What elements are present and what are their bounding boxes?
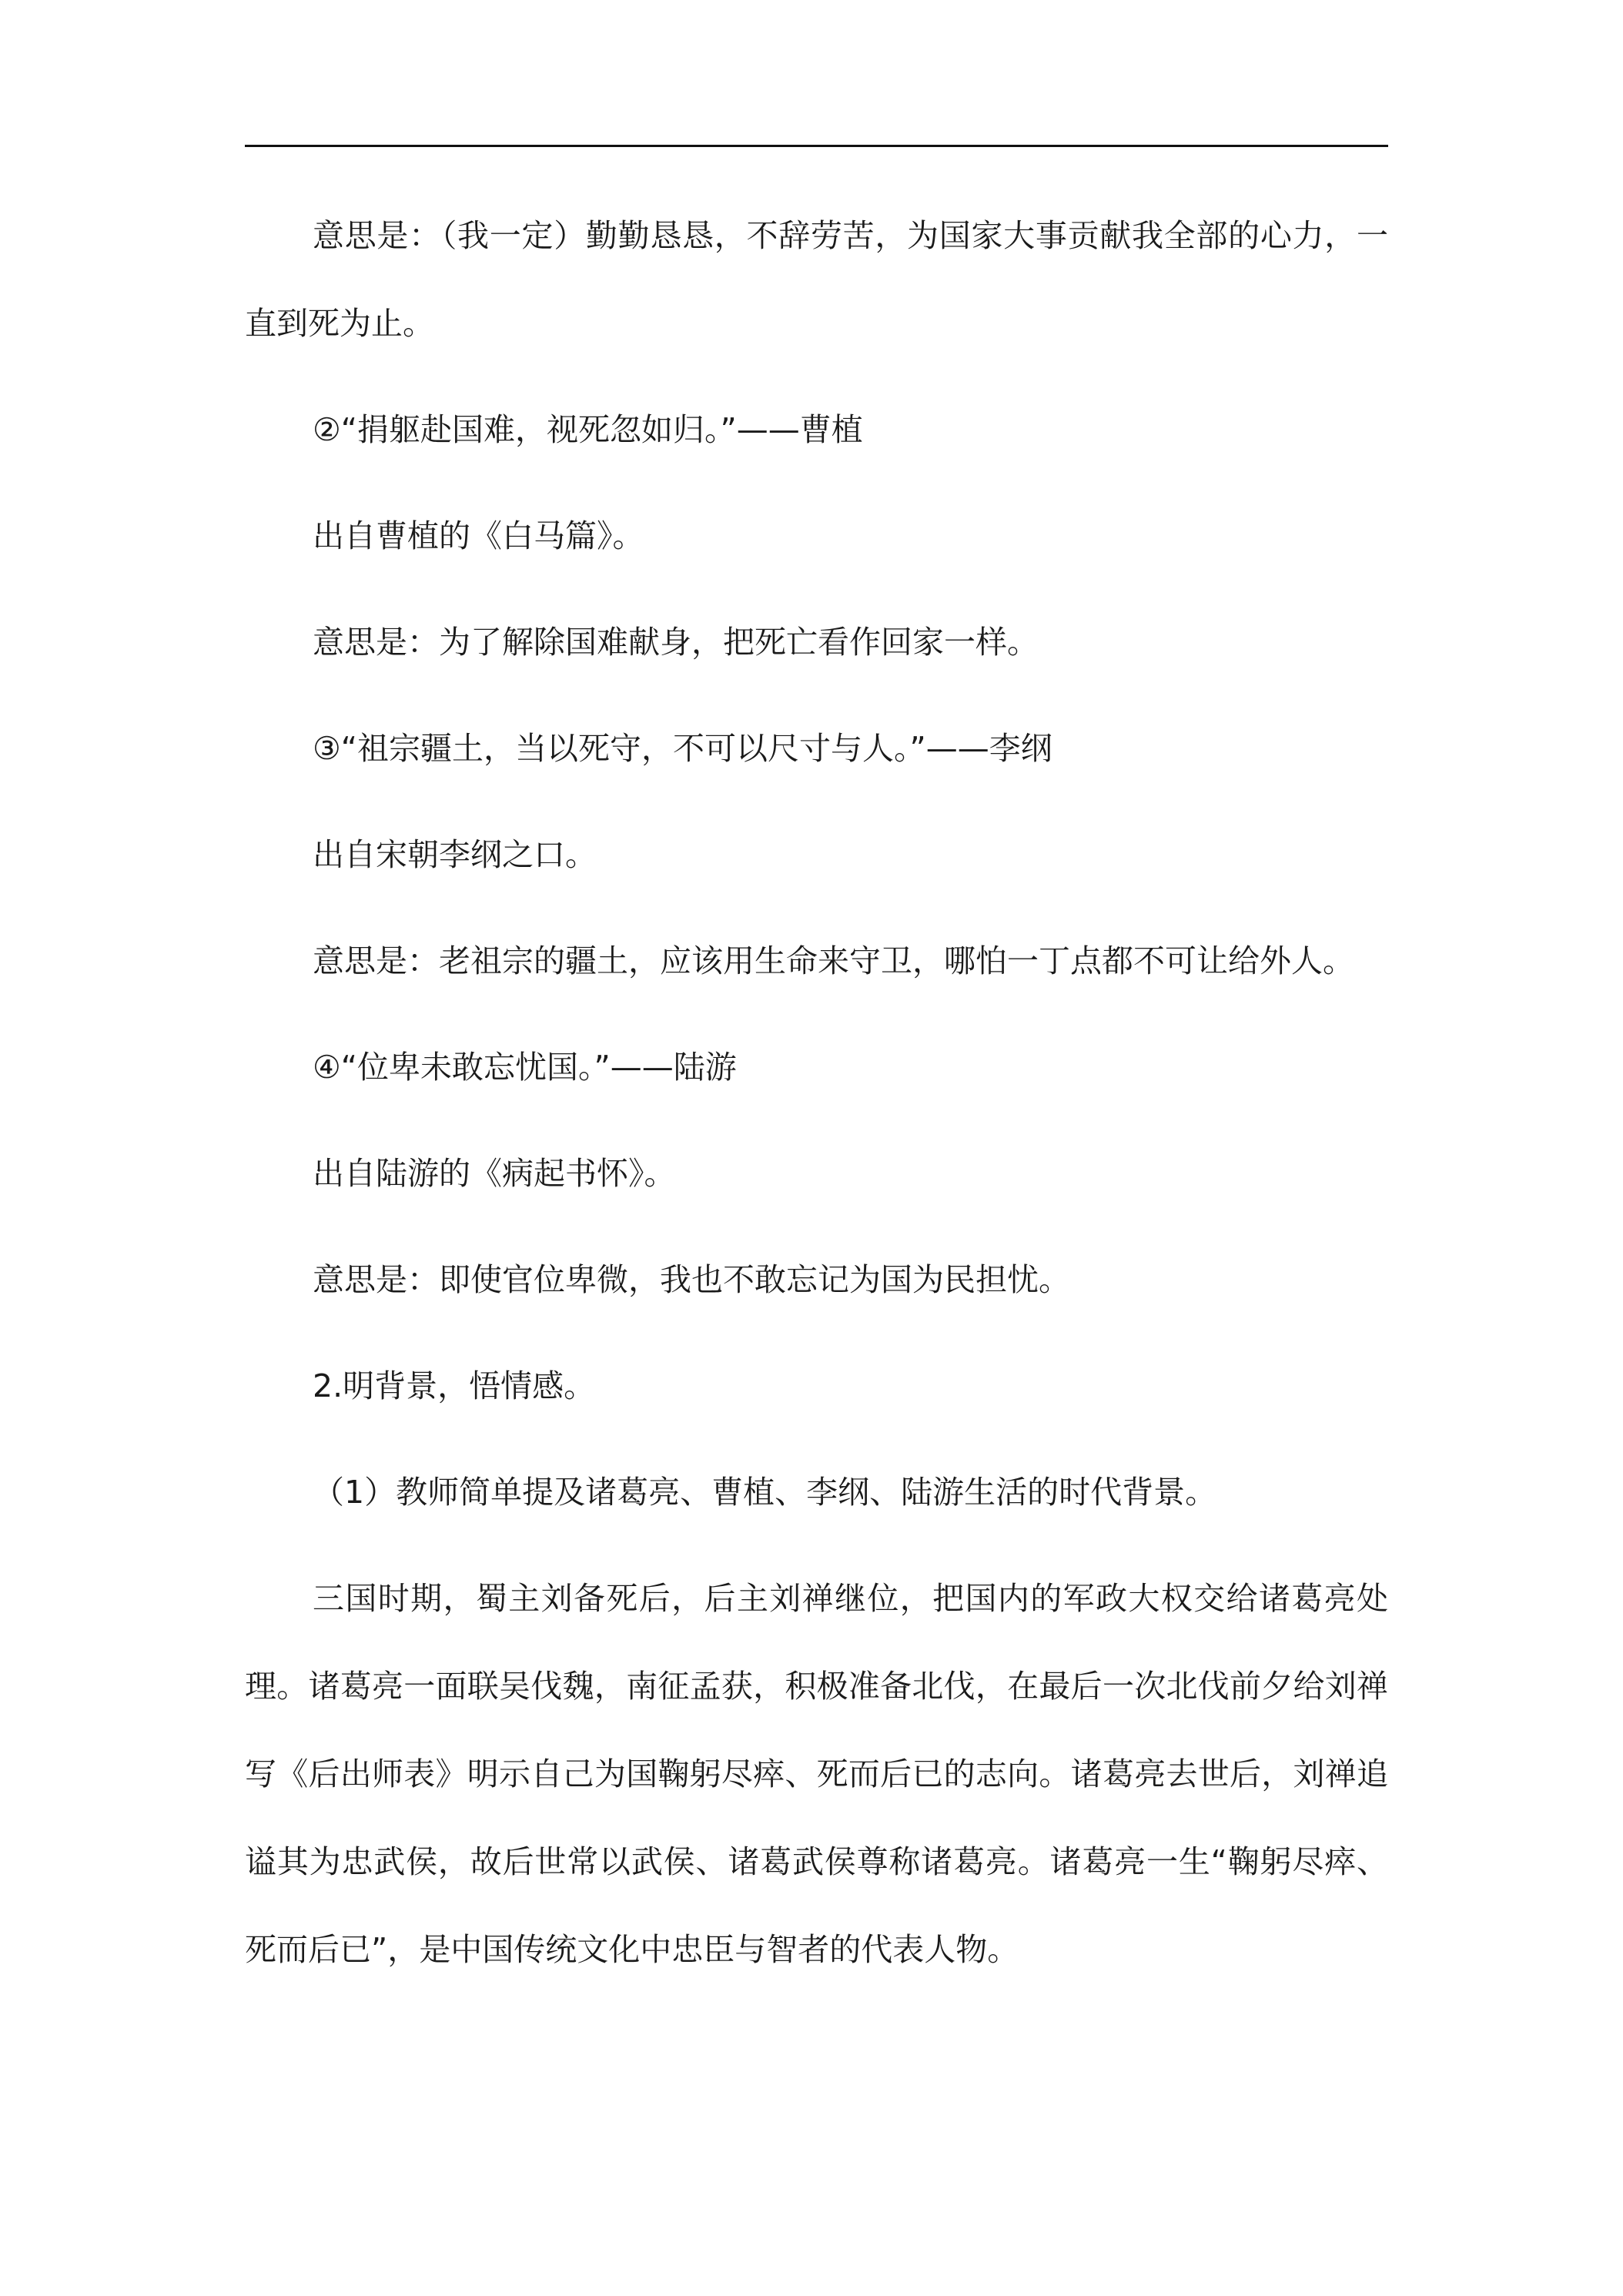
quote-luyou: ④“位卑未敢忘忧国。”——陆游 <box>313 1049 737 1086</box>
section-heading: 2.明背景，悟情感。 <box>313 1367 596 1404</box>
paragraph-meaning-4: 意思是：即使官位卑微，我也不敢忘记为国为民担忧。 <box>313 1261 1070 1298</box>
paragraph-background: 三国时期，蜀主刘备死后，后主刘禅继位，把国内的军政大权交给诸葛亮处理。诸葛亮一面联吴伐魏，南征孟获，积极准备北伐，在最后一次北伐前夕给刘禅写《后出师表》明示自己为国鞠躬尽瘁、死而后已的志向。诸葛亮去世后，刘禅追谥其为忠武侯，故后世常以武侯、诸葛武侯尊称诸葛亮。诸葛亮一生“鞠躬尽瘁、死而后已”，是中国传统文化中忠臣与智者的代表人物。 <box>245 1580 1388 1968</box>
body-text <box>245 213 1388 1993</box>
paragraph-meaning-3: 意思是：老祖宗的疆土，应该用生命来守卫，哪怕一丁点都不可让给外人。 <box>313 942 1354 979</box>
quote-caozhi: ②“捐躯赴国难，视死忽如归。”——曹植 <box>313 411 863 448</box>
header-rule <box>245 145 1388 147</box>
source-luyou: 出自陆游的《病起书怀》。 <box>313 1155 676 1192</box>
paragraph-meaning-1: 意思是：（我一定）勤勤恳恳，不辞劳苦，为国家大事贡献我全部的心力，一直到死为止。 <box>245 217 1388 342</box>
quote-ligang: ③“祖宗疆土，当以死守，不可以尺寸与人。”——李纲 <box>313 730 1052 767</box>
paragraph-meaning-2: 意思是：为了解除国难献身，把死亡看作回家一样。 <box>313 624 1039 661</box>
source-ligang: 出自宋朝李纲之口。 <box>313 836 597 873</box>
sub-heading: （1）教师简单提及诸葛亮、曹植、李纲、陆游生活的时代背景。 <box>313 1474 1217 1511</box>
source-caozhi: 出自曹植的《白马篇》。 <box>313 517 644 554</box>
